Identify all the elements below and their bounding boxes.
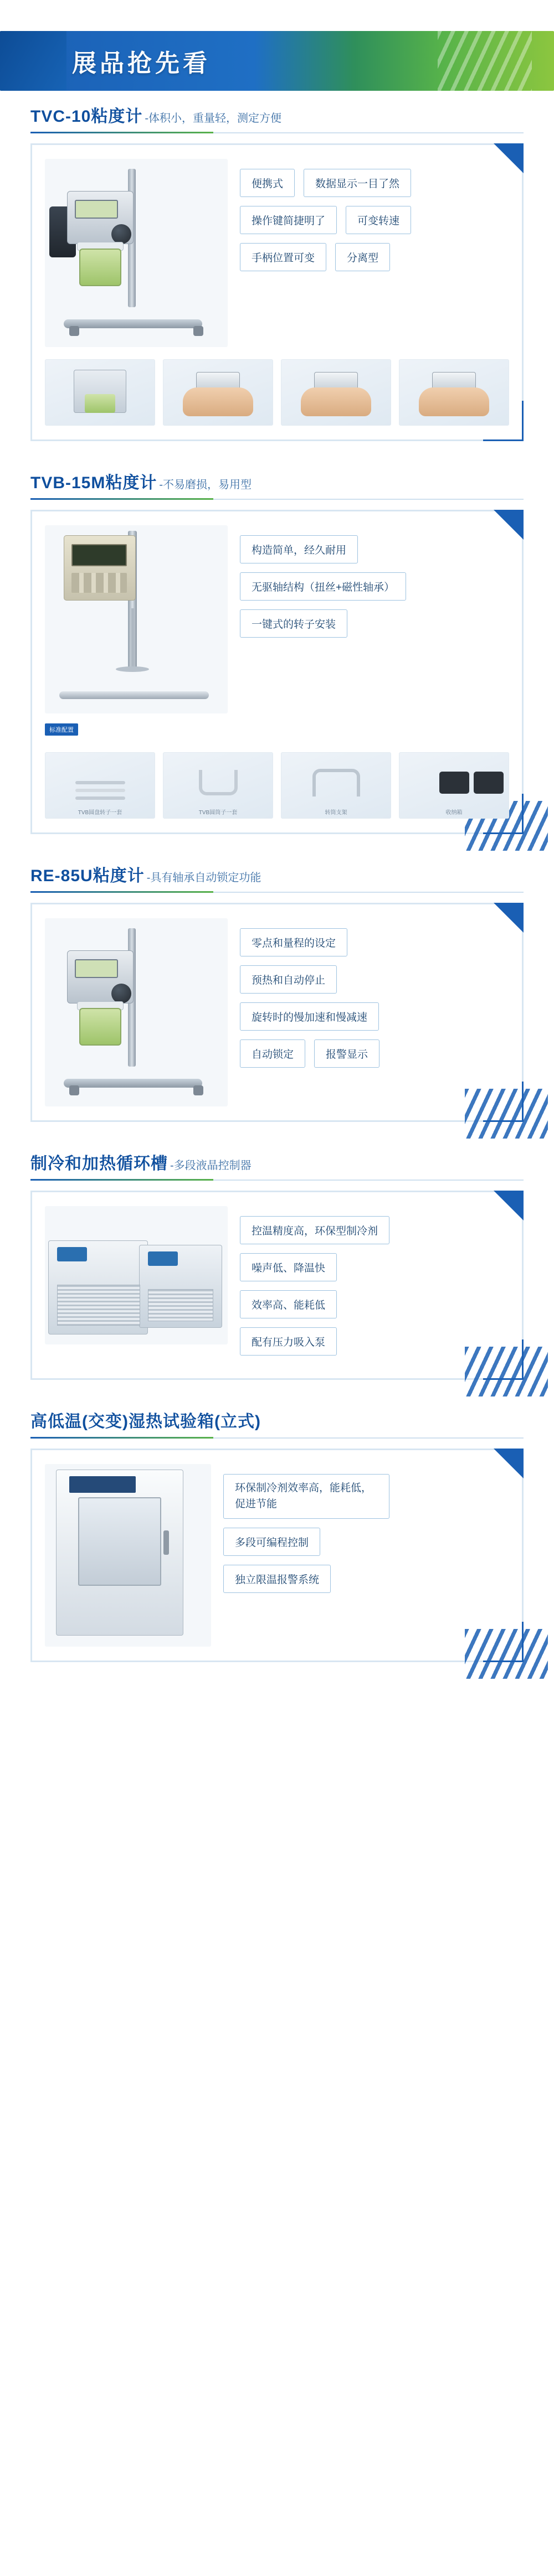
thumbnail-item: [45, 752, 155, 819]
card-body: [45, 159, 509, 347]
card-edge-bottom: [30, 1378, 524, 1380]
thumbnail-item: [281, 752, 391, 819]
card-edge-right: [522, 1449, 524, 1662]
adjust-knob-icon: [111, 224, 131, 244]
display-screen: [75, 959, 118, 978]
section-subtitle: -体积小，重量轻，测定方便: [145, 112, 282, 125]
header-banner: [0, 31, 554, 91]
product-card: [30, 1191, 524, 1380]
keypad: [71, 573, 127, 593]
feature-list: [240, 525, 509, 646]
product-photo-chamber: [45, 1464, 211, 1647]
card-edge-left: [30, 903, 32, 1122]
spindle-disc: [116, 666, 149, 672]
feature-list: [223, 1464, 509, 1602]
section-tvc10: [0, 102, 554, 441]
feature-chip: 便携式: [240, 169, 295, 197]
product-photo-tvb15m: [45, 525, 228, 713]
card-edge-left: [30, 1191, 32, 1380]
section-subtitle: -不易磨损，易用型: [159, 479, 252, 491]
vent-grille-right: [148, 1289, 213, 1321]
section-subtitle: -具有轴承自动锁定功能: [146, 872, 261, 884]
feature-chip: 预热和自动停止: [240, 965, 337, 994]
card-body: [45, 525, 509, 713]
card-edge-top: [30, 1449, 524, 1450]
thumbnail-caption: TVB圆筒子一套: [198, 810, 238, 816]
card-edge-bottom: [30, 1120, 524, 1122]
card-edge-top: [30, 903, 524, 904]
card-edge-top: [30, 510, 524, 511]
thumbnail-strip: [45, 752, 509, 819]
feature-chip: 操作键简捷明了: [240, 206, 337, 234]
thumbnail-caption: 转筒支架: [325, 810, 347, 816]
mini-cup-art: [85, 394, 115, 413]
hand-art: [183, 387, 253, 416]
u-spindle-art: [199, 770, 238, 795]
page-header: [0, 19, 554, 102]
feature-chip: 构造简单，经久耐用: [240, 535, 358, 563]
base-plate: [64, 1079, 202, 1088]
vent-grille-left: [57, 1285, 140, 1326]
feature-chip: 报警显示: [314, 1039, 379, 1068]
section-re85u: [0, 862, 554, 1122]
base-plate: [64, 319, 202, 328]
section-circulating-bath: [0, 1150, 554, 1380]
door-handle: [163, 1530, 169, 1555]
stripes-decoration-icon: [438, 31, 532, 91]
thumbnail-caption: TVB圆盘转子一套: [78, 810, 122, 816]
section-heading: [30, 102, 524, 133]
section-tvb15m: [0, 469, 554, 834]
feature-chip: 无驱轴结构（扭丝+磁性轴承）: [240, 572, 406, 601]
section-heading: [30, 862, 524, 893]
feature-chip: 旋转时的慢加速和慢减速: [240, 1002, 379, 1031]
section-title: 高低温(交变)湿热试验箱(立式): [30, 1413, 261, 1431]
poster-page: [0, 19, 554, 1723]
feature-chip: 一键式的转子安装: [240, 609, 347, 638]
section-title: TVC-10粘度计: [30, 107, 143, 126]
card-edge-right: [522, 903, 524, 1122]
carry-case-art: [439, 772, 469, 794]
section-subtitle: -多段液晶控制器: [170, 1160, 252, 1172]
adjust-knob-icon: [111, 984, 131, 1003]
product-photo-tvc10: [45, 159, 228, 347]
foot-left: [69, 1085, 79, 1095]
product-photo-re85u: [45, 918, 228, 1106]
thumbnail-item: [281, 359, 391, 426]
card-edge-right: [522, 143, 524, 441]
control-panel-left: [57, 1247, 87, 1261]
product-card: [30, 143, 524, 441]
feature-chip: 手柄位置可变: [240, 243, 326, 271]
product-card: [30, 903, 524, 1122]
thumbnail-caption: 收纳箱: [445, 810, 463, 816]
sample-cup: [79, 249, 121, 286]
foot-right: [193, 1085, 203, 1095]
card-edge-bottom: [30, 832, 524, 834]
thumbnail-item: [163, 359, 273, 426]
accessory-block: [45, 723, 509, 819]
card-edge-left: [30, 143, 32, 441]
feature-chip: 数据显示一目了然: [304, 169, 411, 197]
card-body: [45, 1464, 509, 1647]
thumbnail-strip: [45, 359, 509, 426]
foot-right: [193, 326, 203, 336]
card-edge-top: [30, 1191, 524, 1192]
control-panel: [69, 1476, 136, 1493]
feature-chip: 可变转速: [346, 206, 411, 234]
section-heading: [30, 1150, 524, 1181]
section-test-chamber: [0, 1408, 554, 1662]
feature-list: [240, 1206, 509, 1364]
accessory-badge: 标准配置: [45, 723, 78, 736]
feature-chip: 噪声低、降温快: [240, 1253, 337, 1281]
chamber-door: [78, 1497, 161, 1586]
feature-chip: 零点和量程的设定: [240, 928, 347, 956]
display-screen: [75, 200, 118, 219]
product-card: [30, 1449, 524, 1662]
card-body: [45, 918, 509, 1106]
spindle: [131, 608, 134, 669]
hand-art: [419, 387, 489, 416]
display-screen: [71, 544, 127, 566]
product-photo-bath: [45, 1206, 228, 1344]
feature-list: [240, 918, 509, 1077]
card-edge-left: [30, 1449, 32, 1662]
card-body: [45, 1206, 509, 1364]
feature-chip: 控温精度高，环保型制冷剂: [240, 1216, 389, 1244]
thumbnail-item: [45, 359, 155, 426]
card-edge-left: [30, 510, 32, 834]
page-title: 展品抢先看: [72, 50, 211, 77]
feature-chip: 环保制冷剂效率高，能耗低，促进节能: [223, 1474, 389, 1519]
card-edge-right: [522, 510, 524, 834]
card-edge-bottom: [30, 439, 524, 441]
feature-chip: 独立限温报警系统: [223, 1565, 331, 1593]
card-edge-top: [30, 143, 524, 145]
product-card: [30, 510, 524, 834]
thumbnail-item: [399, 752, 509, 819]
hand-art: [301, 387, 371, 416]
tripod-base: [59, 691, 209, 699]
spindle-stand-art: [312, 769, 360, 796]
section-title: TVB-15M粘度计: [30, 474, 157, 492]
feature-chip: 分离型: [335, 243, 390, 271]
section-heading: [30, 469, 524, 500]
feature-chip: 自动锁定: [240, 1039, 305, 1068]
thumbnail-item: [163, 752, 273, 819]
feature-list: [240, 159, 509, 280]
spindle-rods-art: [75, 781, 125, 784]
section-title: RE-85U粘度计: [30, 867, 145, 885]
thumbnail-item: [399, 359, 509, 426]
feature-chip: 效率高、能耗低: [240, 1290, 337, 1318]
card-edge-bottom: [30, 1661, 524, 1662]
section-heading: [30, 1408, 524, 1439]
foot-left: [69, 326, 79, 336]
section-title: 制冷和加热循环槽: [30, 1155, 168, 1173]
feature-chip: 多段可编程控制: [223, 1528, 320, 1556]
feature-chip: 配有压力吸入泵: [240, 1327, 337, 1356]
control-panel-right: [148, 1251, 178, 1266]
sample-cup: [79, 1008, 121, 1046]
